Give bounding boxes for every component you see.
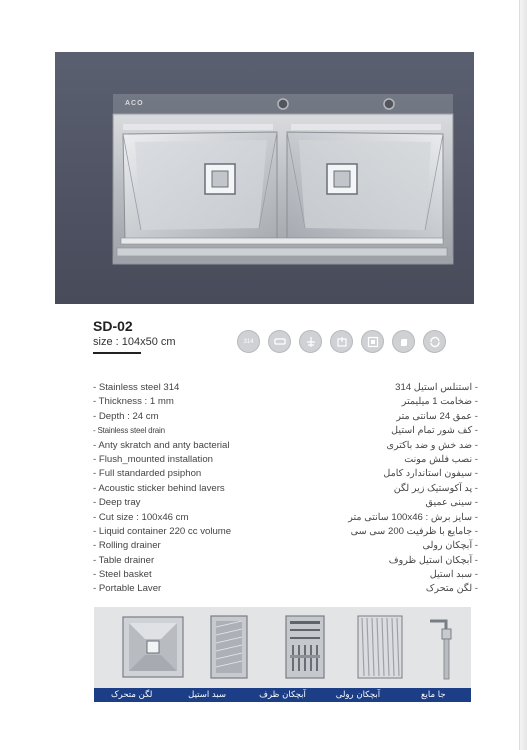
spec-fa: - سبد استیل [429,569,478,581]
spec-en: - Portable Laver [93,583,162,595]
spec-fa: - لگن متحرک [425,583,478,595]
recycle-arrows-icon [423,330,446,353]
steel-314-badge-icon: 314 [237,330,260,353]
sink-illustration [55,52,474,304]
spec-row [93,395,478,409]
specs-list [93,381,478,597]
spec-fa: - پد آکوستیک زیر لگن [393,482,478,494]
accessories-label-bar [94,688,471,702]
spec-fa: - ضخامت 1 میلیمتر [401,396,478,408]
spec-en: - Thickness : 1 mm [93,396,174,408]
rolling-drainer-image [357,615,403,679]
spec-fa: - استنلس استیل 314 [395,382,478,393]
accessory-label: لگن متحرک [111,690,153,700]
spec-fa: - جامایع با ظرفیت 200 سی سی [350,525,478,537]
spec-en: - Rolling drainer [93,540,161,552]
spec-row [93,381,478,395]
spec-en: - Stainless steel drain [93,426,165,436]
size-underline [93,352,141,354]
spec-row [93,582,478,596]
spec-en: - Cut size : 100x46 cm [93,511,189,523]
accessory-label: آبچکان ظرف [259,690,306,700]
portable-laver-image [121,615,185,679]
hero-product-image [55,52,474,304]
hand-touch-icon [392,330,415,353]
accessory-label: آبچکان رولی [335,690,381,700]
liquid-dispenser-image [424,615,460,681]
spec-fa: - سیفون استاندارد کامل [383,468,478,480]
spec-row [93,525,478,539]
spec-en: - Steel basket [93,569,152,581]
spec-en: - Acoustic sticker behind lavers [93,482,225,494]
spec-fa: - نصب فلش مونت [404,453,478,465]
steel-basket-image [210,615,248,679]
spec-row [93,496,478,510]
spec-row [93,554,478,568]
spec-fa: - سینی عمیق [425,497,478,509]
spec-fa: - عمق 24 سانتی متر [396,410,478,422]
spec-en: - Liquid container 220 cc volume [93,525,232,537]
size-text: size : 104x50 cm [93,336,176,348]
spec-fa: - آبچکان استیل ظروف [388,554,478,566]
spec-fa: - کف شور تمام استیل [391,425,478,437]
page-edge [519,0,527,750]
spec-row [93,539,478,553]
spec-en: - Deep tray [93,497,141,509]
feature-icons [237,330,446,353]
spec-en: - Table drainer [93,554,155,566]
spec-fa: - آبچکان رولی [422,540,478,552]
spec-row [93,467,478,481]
spec-row [93,453,478,467]
spec-row [93,439,478,453]
model-title: SD-02 [93,318,133,334]
spec-row [93,482,478,496]
spec-fa: - سایز برش : 100x46 سانتی متر [348,511,478,523]
spec-row [93,568,478,582]
square-drain-icon [361,330,384,353]
accessory-label: سبد استیل [188,690,227,700]
accessory-label: جا مایع [421,690,446,700]
table-drainer-image [285,615,325,679]
spec-en: - Depth : 24 cm [93,410,159,422]
tray-icon [268,330,291,353]
drain-flow-icon [299,330,322,353]
brand-logo-text: ACO [125,100,144,107]
spec-fa: - ضد خش و ضد باکتری [386,439,478,451]
spec-en: - Full standarded psiphon [93,468,202,480]
spec-en: - Anty skratch and anty bacterial [93,439,230,451]
spec-row [93,424,478,438]
spec-row [93,410,478,424]
basket-box-icon [330,330,353,353]
spec-row [93,511,478,525]
spec-en: - Stainless steel 314 [93,382,180,393]
spec-en: - Flush_mounted installation [93,453,213,465]
